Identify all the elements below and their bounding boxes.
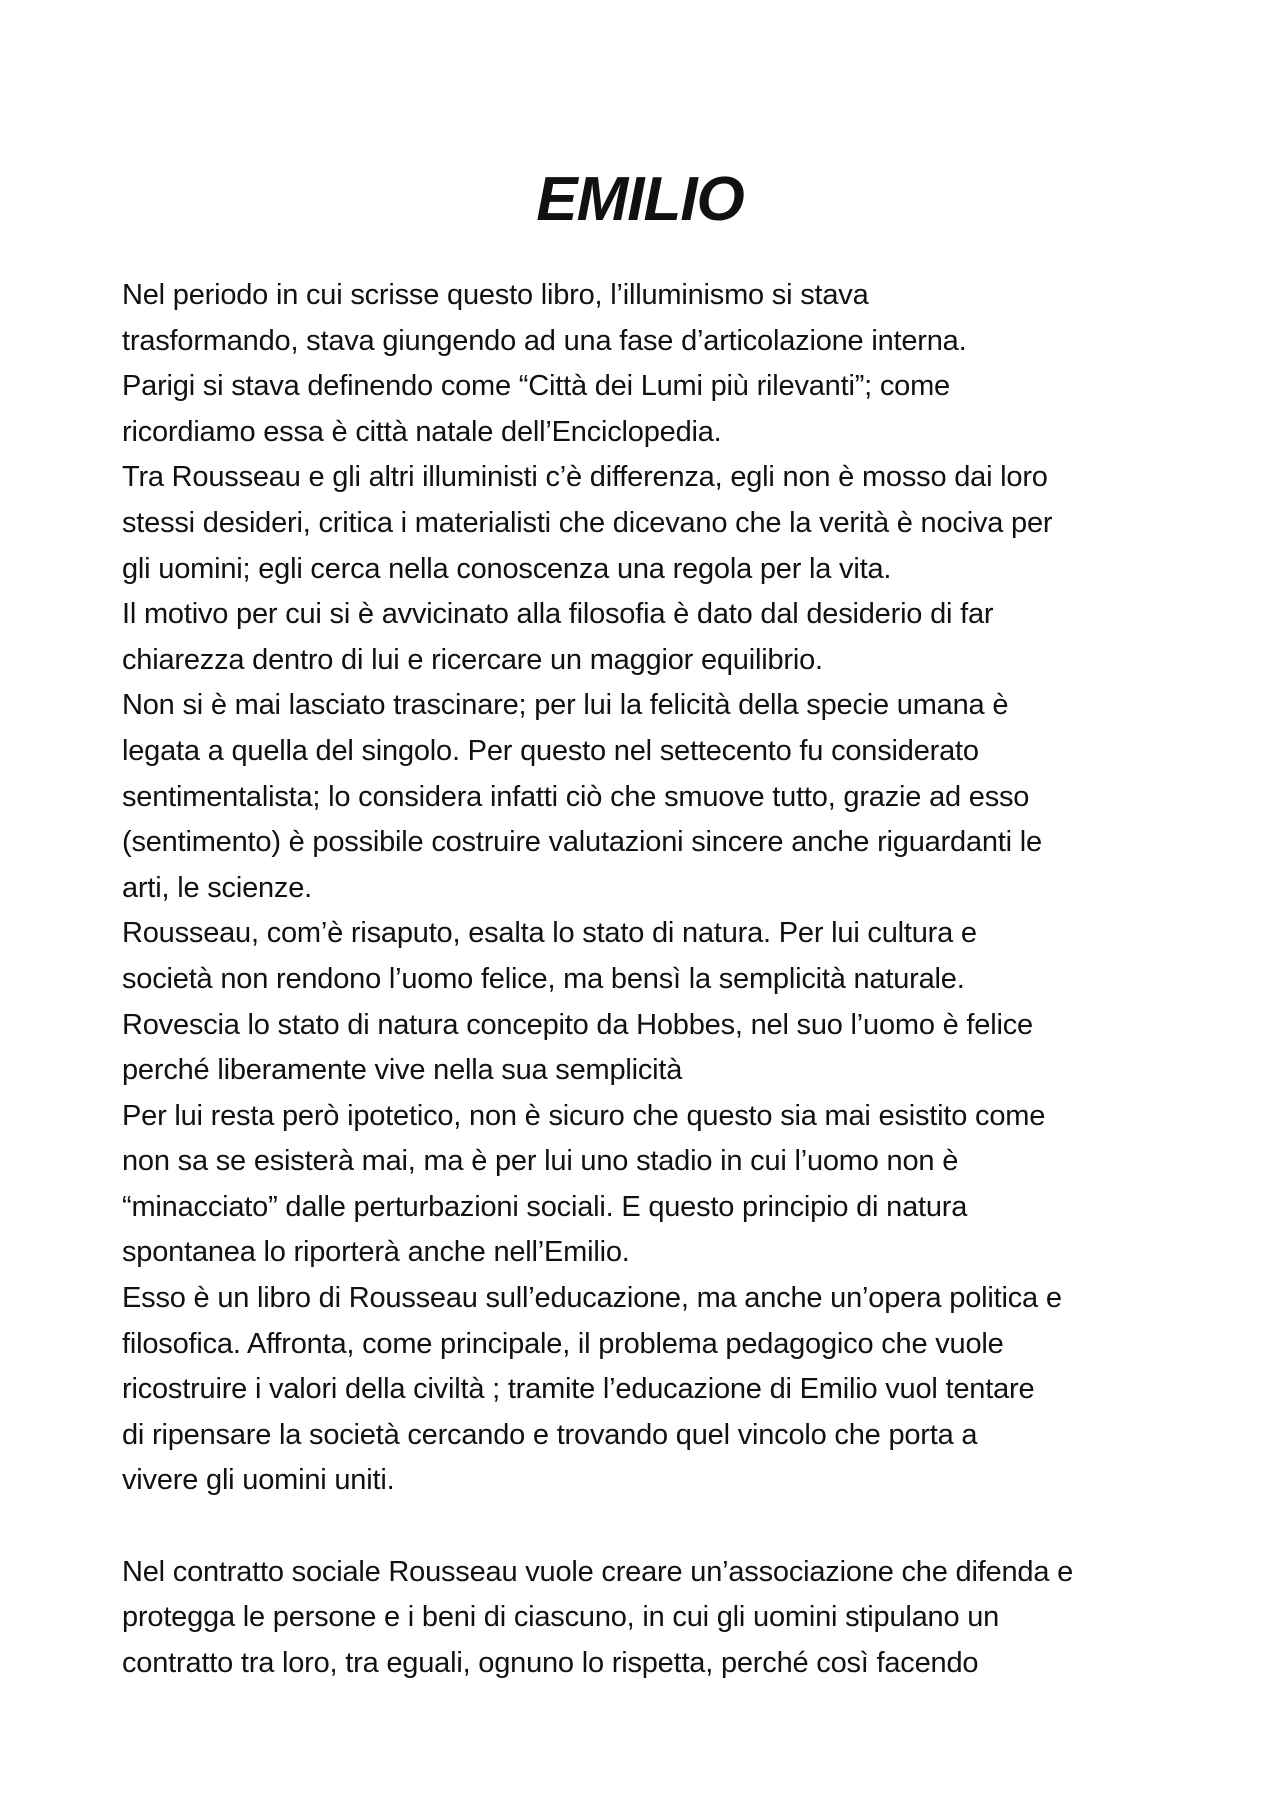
- text-line: (sentimento) è possibile costruire valutazioni sincere anche riguardanti le: [122, 826, 1042, 859]
- text-line: gli uomini; egli cerca nella conoscenza una regola per la vita.: [122, 552, 892, 585]
- text-line: Non si è mai lasciato trascinare; per lui la felicità della specie umana è: [122, 689, 1009, 722]
- paragraph-break: [122, 1504, 1182, 1550]
- text-line: ricordiamo essa è città natale dell’Enciclopedia.: [122, 415, 722, 448]
- text-line: legata a quella del singolo. Per questo nel settecento fu considerato: [122, 734, 979, 767]
- text-line: Per lui resta però ipotetico, non è sicuro che questo sia mai esistito come: [122, 1099, 1046, 1132]
- text-line: Il motivo per cui si è avvicinato alla filosofia è dato dal desiderio di far: [122, 598, 994, 631]
- text-line: Rousseau, com’è risaputo, esalta lo stato di natura. Per lui cultura e: [122, 917, 977, 950]
- text-line: Tra Rousseau e gli altri illuministi c’è differenza, egli non è mosso dai loro: [122, 461, 1048, 494]
- text-line: sentimentalista; lo considera infatti ciò che smuove tutto, grazie ad esso: [122, 780, 1030, 813]
- text-line: Parigi si stava definendo come “Città dei Lumi più rilevanti”; come: [122, 370, 950, 403]
- text-line: filosofica. Affronta, come principale, il problema pedagogico che vuole: [122, 1327, 1004, 1360]
- text-line: spontanea lo riporterà anche nell’Emilio.: [122, 1236, 630, 1269]
- document-body: [122, 273, 1182, 1686]
- text-line: stessi desideri, critica i materialisti che dicevano che la verità è nociva per: [122, 506, 1053, 539]
- document-title: EMILIO: [536, 165, 744, 234]
- text-line: Rovescia lo stato di natura concepito da Hobbes, nel suo l’uomo è felice: [122, 1008, 1033, 1041]
- text-line: perché liberamente vive nella sua semplicità: [122, 1054, 683, 1087]
- text-line: chiarezza dentro di lui e ricercare un maggior equilibrio.: [122, 643, 823, 676]
- text-line: di ripensare la società cercando e trovando quel vincolo che porta a: [122, 1418, 978, 1451]
- text-line: non sa se esisterà mai, ma è per lui uno stadio in cui l’uomo non è: [122, 1145, 959, 1178]
- text-line: Esso è un libro di Rousseau sull’educazione, ma anche un’opera politica e: [122, 1282, 1062, 1315]
- text-line: vivere gli uomini uniti.: [122, 1464, 395, 1497]
- text-line: Nel periodo in cui scrisse questo libro, l’illuminismo si stava: [122, 279, 869, 311]
- text-line: arti, le scienze.: [122, 871, 313, 904]
- text-line: Nel contratto sociale Rousseau vuole creare un’associazione che difenda e: [122, 1555, 1074, 1588]
- text-line: contratto tra loro, tra eguali, ognuno lo rispetta, perché così facendo: [122, 1646, 979, 1679]
- text-line: ricostruire i valori della civiltà ; tramite l’educazione di Emilio vuol tentare: [122, 1373, 1035, 1406]
- text-line: “minacciato” dalle perturbazioni sociali. E questo principio di natura: [122, 1190, 968, 1223]
- text-line: protegga le persone e i beni di ciascuno, in cui gli uomini stipulano un: [122, 1601, 1000, 1634]
- text-line: società non rendono l’uomo felice, ma bensì la semplicità naturale.: [122, 962, 965, 995]
- text-line: trasformando, stava giungendo ad una fase d’articolazione interna.: [122, 324, 967, 357]
